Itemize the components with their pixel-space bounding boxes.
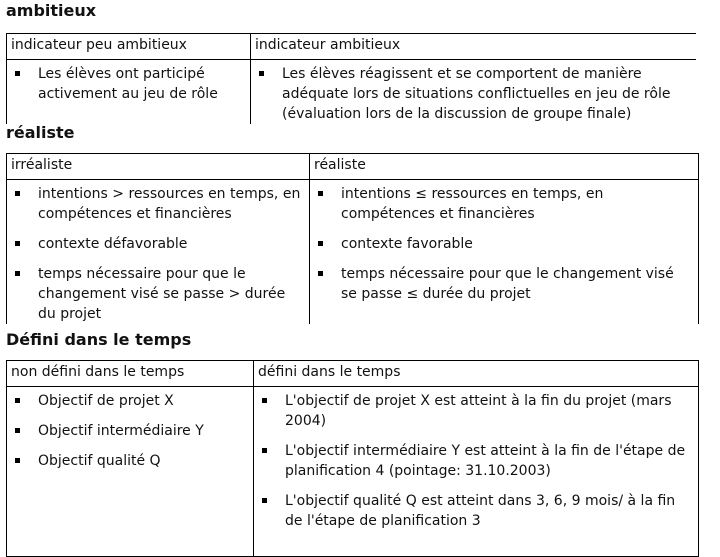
list-item: temps nécessaire pour que le changement visé se passe > durée du projet xyxy=(11,264,303,324)
list-item: Objectif qualité Q xyxy=(11,451,247,471)
list-item: L'objectif qualité Q est atteint dans 3, 6, 9 mois/ à la fin de l'étape de planification 3 xyxy=(258,491,692,531)
list-item: Objectif de projet X xyxy=(11,391,247,411)
section-heading-ambitieux: ambitieux xyxy=(6,1,97,20)
list-item: Objectif intermédiaire Y xyxy=(11,421,247,441)
list-item: contexte favorable xyxy=(314,234,692,254)
bullet-list-left xyxy=(11,64,244,104)
list-item: intentions > ressources en temps, en compétences et financières xyxy=(11,184,303,224)
col-header-right: indicateur ambitieux xyxy=(251,34,696,60)
table-defini-dans-le-temps xyxy=(6,360,699,557)
bullet-list-left xyxy=(11,391,247,471)
table-realiste xyxy=(6,153,699,324)
table-ambitieux xyxy=(6,33,696,124)
col-header-left: irréaliste xyxy=(7,154,310,180)
col-header-right: défini dans le temps xyxy=(254,361,699,387)
section-heading-realiste: réaliste xyxy=(6,123,75,142)
col-left-cell xyxy=(7,387,254,557)
col-left-cell xyxy=(7,180,310,325)
list-item: intentions ≤ ressources en temps, en compétences et financières xyxy=(314,184,692,224)
list-item: L'objectif de projet X est atteint à la fin du projet (mars 2004) xyxy=(258,391,692,431)
list-item: Les élèves réagissent et se comportent de manière adéquate lors de situations conflictuelles en jeu de rôle (évaluation lors de la discussion de groupe finale) xyxy=(255,64,690,124)
col-left-cell xyxy=(7,60,251,125)
section-heading-defini-dans-le-temps: Défini dans le temps xyxy=(6,330,192,349)
col-right-cell xyxy=(251,60,696,125)
bullet-list-right xyxy=(255,64,690,124)
bullet-list-right xyxy=(258,391,692,531)
col-right-cell xyxy=(310,180,699,325)
col-header-right: réaliste xyxy=(310,154,699,180)
col-header-left: non défini dans le temps xyxy=(7,361,254,387)
list-item: contexte défavorable xyxy=(11,234,303,254)
col-header-left: indicateur peu ambitieux xyxy=(7,34,251,60)
list-item: L'objectif intermédiaire Y est atteint à la fin de l'étape de planification 4 (pointage: 31.10.2003) xyxy=(258,441,692,481)
list-item: temps nécessaire pour que le changement visé se passe ≤ durée du projet xyxy=(314,264,692,304)
col-right-cell xyxy=(254,387,699,557)
list-item: Les élèves ont participé activement au jeu de rôle xyxy=(11,64,244,104)
bullet-list-left xyxy=(11,184,303,324)
bullet-list-right xyxy=(314,184,692,304)
